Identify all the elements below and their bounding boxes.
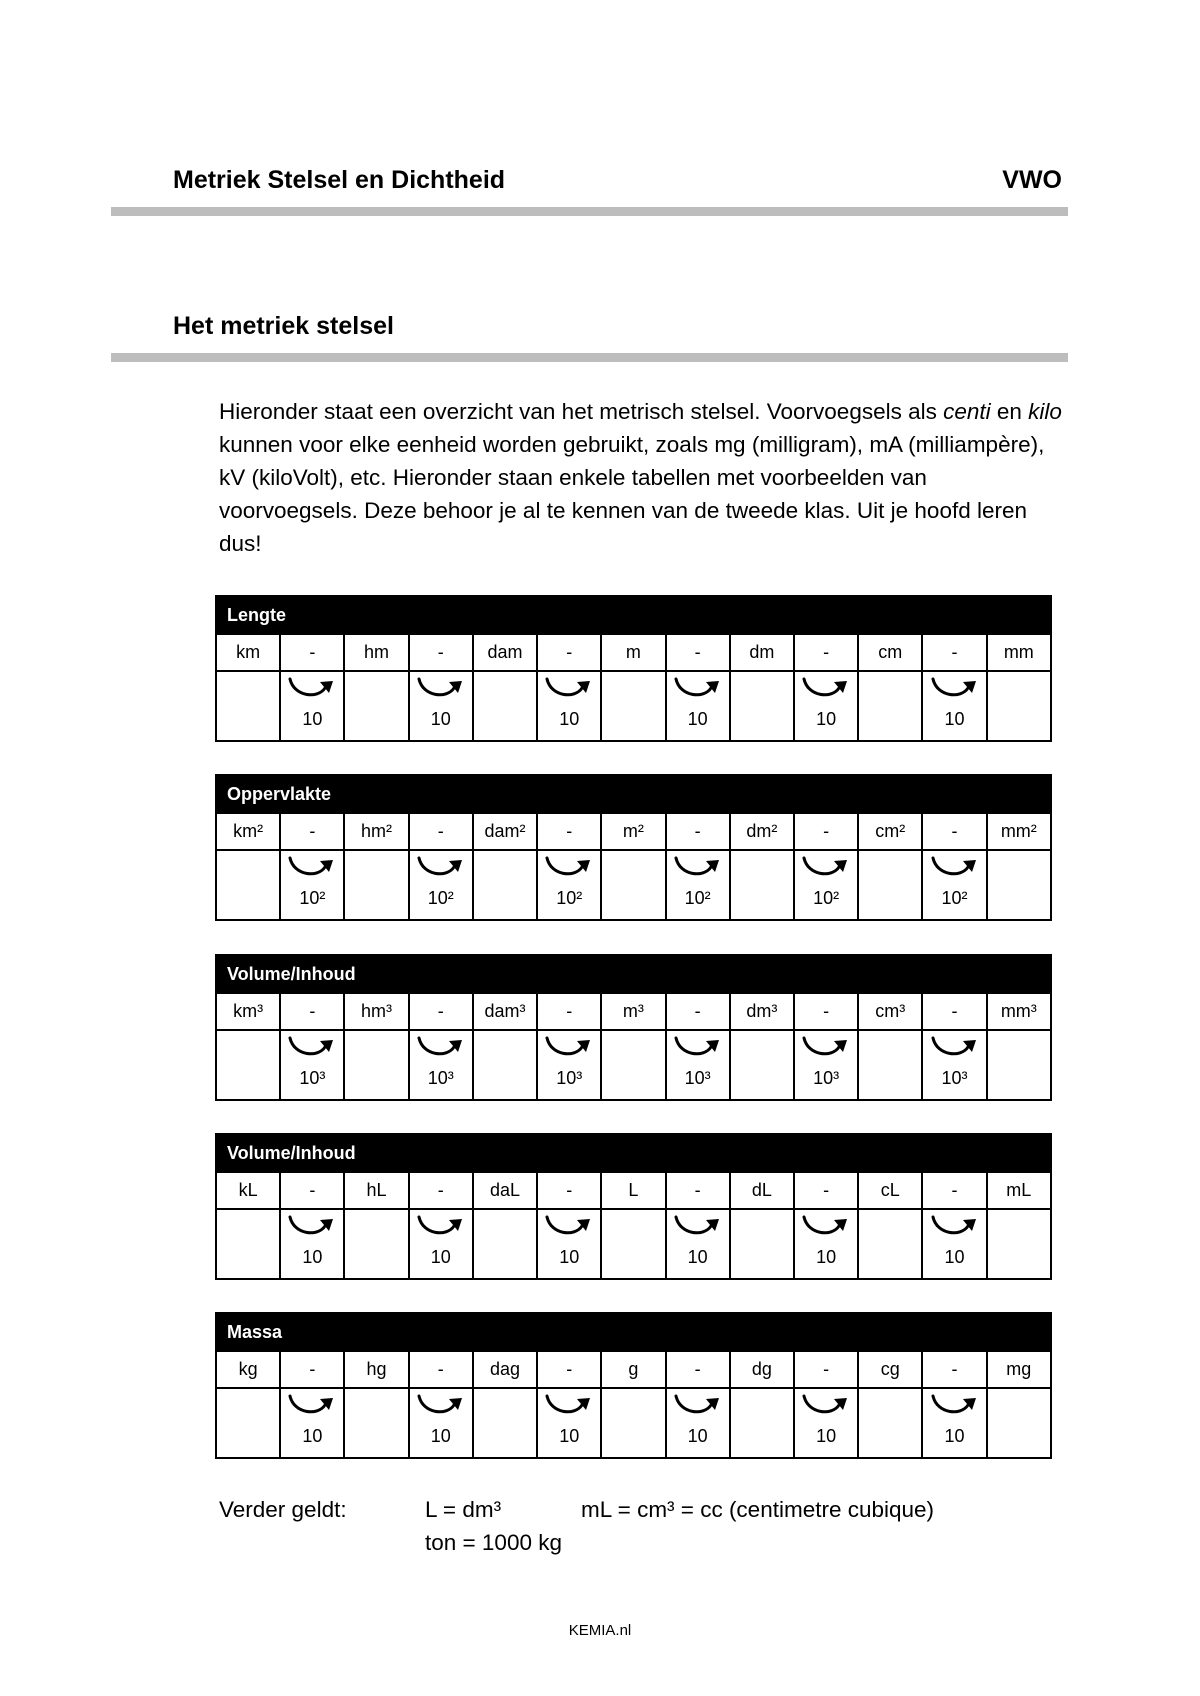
- separator-cell: -: [666, 813, 730, 850]
- conversion-cell: [666, 1030, 730, 1100]
- empty-cell: [216, 850, 280, 920]
- unit-cell: dam: [473, 634, 537, 671]
- conversion-factor: 10²: [813, 888, 840, 908]
- conversion-cell: [280, 1209, 344, 1279]
- conversion-cell: [666, 850, 730, 920]
- conversion-factor: 10: [687, 1426, 708, 1446]
- empty-cell: [858, 850, 922, 920]
- intro-text-2: en: [990, 399, 1029, 424]
- conversion-cell: [409, 1388, 473, 1458]
- curved-arrow-icon: [544, 1214, 594, 1240]
- conversion-factor: 10²: [684, 888, 711, 908]
- empty-cell: [858, 1388, 922, 1458]
- separator-cell: -: [794, 1351, 858, 1388]
- curved-arrow-icon: [673, 1035, 723, 1061]
- empty-cell: [216, 1388, 280, 1458]
- unit-cell: cm: [858, 634, 922, 671]
- extra-label: Verder geldt:: [219, 1497, 347, 1522]
- conversion-row: [216, 850, 1051, 920]
- unit-cell: hm³: [344, 993, 408, 1030]
- conversion-cell: [409, 850, 473, 920]
- separator-cell: -: [537, 1351, 601, 1388]
- separator-cell: -: [409, 813, 473, 850]
- empty-cell: [473, 671, 537, 741]
- unit-cell: dL: [730, 1172, 794, 1209]
- separator-cell: -: [666, 993, 730, 1030]
- empty-cell: [730, 1030, 794, 1100]
- separator-cell: -: [922, 813, 986, 850]
- conversion-factor: 10: [816, 709, 837, 729]
- curved-arrow-icon: [930, 1035, 980, 1061]
- empty-cell: [473, 1030, 537, 1100]
- curved-arrow-icon: [416, 1393, 466, 1419]
- conversion-step: [410, 1389, 472, 1447]
- unit-cell: mg: [987, 1351, 1051, 1388]
- unit-cell: km: [216, 634, 280, 671]
- empty-cell: [987, 850, 1051, 920]
- unit-table: [215, 1133, 1052, 1280]
- relation-ton: ton = 1000 kg: [425, 1530, 562, 1555]
- conversion-step: [667, 1210, 729, 1268]
- curved-arrow-icon: [416, 1035, 466, 1061]
- conversion-cell: [922, 1209, 986, 1279]
- conversion-step: [795, 672, 857, 730]
- unit-cell: kg: [216, 1351, 280, 1388]
- conversion-factor: 10³: [684, 1068, 711, 1088]
- unit-cell: dag: [473, 1351, 537, 1388]
- conversion-cell: [409, 1209, 473, 1279]
- conversion-cell: [409, 671, 473, 741]
- unit-cell: hm²: [344, 813, 408, 850]
- curved-arrow-icon: [287, 1035, 337, 1061]
- conversion-step: [667, 1031, 729, 1089]
- conversion-factor: 10³: [813, 1068, 840, 1088]
- conversion-factor: 10: [559, 709, 580, 729]
- conversion-step: [538, 1031, 600, 1089]
- curved-arrow-icon: [544, 855, 594, 881]
- table-title: Massa: [216, 1313, 1051, 1351]
- conversion-factor: 10: [302, 1426, 323, 1446]
- conversion-row: [216, 1209, 1051, 1279]
- conversion-factor: 10: [559, 1247, 580, 1267]
- intro-text-3: kunnen voor elke eenheid worden gebruikt, zoals mg (milligram), mA (milliampère), kV (kiloVolt), etc. Hieronder staan enkele tabellen met voorbeelden van voorvoegsels. Deze behoor je al te kennen van de tweede klas. Uit je hoofd leren dus!: [219, 432, 1045, 556]
- separator-cell: -: [922, 993, 986, 1030]
- curved-arrow-icon: [801, 855, 851, 881]
- empty-cell: [730, 850, 794, 920]
- conversion-step: [795, 851, 857, 909]
- conversion-step: [281, 1210, 343, 1268]
- curved-arrow-icon: [287, 676, 337, 702]
- curved-arrow-icon: [544, 676, 594, 702]
- conversion-factor: 10: [816, 1247, 837, 1267]
- empty-cell: [216, 671, 280, 741]
- conversion-step: [281, 672, 343, 730]
- header-rule: [111, 207, 1068, 216]
- conversion-factor: 10²: [299, 888, 326, 908]
- unit-cell: cm³: [858, 993, 922, 1030]
- conversion-step: [410, 672, 472, 730]
- conversion-cell: [280, 1030, 344, 1100]
- curved-arrow-icon: [416, 1214, 466, 1240]
- conversion-cell: [794, 1388, 858, 1458]
- conversion-step: [795, 1210, 857, 1268]
- unit-table: [215, 774, 1052, 921]
- conversion-factor: 10: [430, 709, 451, 729]
- separator-cell: -: [666, 1351, 730, 1388]
- empty-cell: [473, 1209, 537, 1279]
- conversion-step: [281, 1389, 343, 1447]
- unit-cell: L: [601, 1172, 665, 1209]
- curved-arrow-icon: [801, 1035, 851, 1061]
- curved-arrow-icon: [544, 1035, 594, 1061]
- conversion-factor: 10: [944, 1426, 965, 1446]
- curved-arrow-icon: [544, 1393, 594, 1419]
- separator-cell: -: [280, 1351, 344, 1388]
- separator-cell: -: [666, 1172, 730, 1209]
- unit-row: [216, 813, 1051, 850]
- section-title: Het metriek stelsel: [173, 312, 394, 340]
- unit-table: [215, 1312, 1052, 1459]
- conversion-step: [923, 851, 985, 909]
- section-rule: [111, 353, 1068, 362]
- curved-arrow-icon: [416, 676, 466, 702]
- empty-cell: [473, 1388, 537, 1458]
- unit-cell: cg: [858, 1351, 922, 1388]
- unit-row: [216, 993, 1051, 1030]
- unit-cell: dam³: [473, 993, 537, 1030]
- empty-cell: [344, 1209, 408, 1279]
- separator-cell: -: [409, 993, 473, 1030]
- empty-cell: [858, 1030, 922, 1100]
- curved-arrow-icon: [673, 855, 723, 881]
- empty-cell: [601, 850, 665, 920]
- table-title: Volume/Inhoud: [216, 1134, 1051, 1172]
- separator-cell: -: [409, 1351, 473, 1388]
- conversion-cell: [409, 1030, 473, 1100]
- separator-cell: -: [537, 993, 601, 1030]
- separator-cell: -: [794, 1172, 858, 1209]
- curved-arrow-icon: [801, 1393, 851, 1419]
- conversion-cell: [537, 1209, 601, 1279]
- conversion-factor: 10: [302, 1247, 323, 1267]
- unit-cell: mm³: [987, 993, 1051, 1030]
- section-header: [111, 312, 1068, 362]
- conversion-step: [410, 1210, 472, 1268]
- conversion-step: [923, 1389, 985, 1447]
- conversion-factor: 10: [559, 1426, 580, 1446]
- conversion-cell: [537, 1030, 601, 1100]
- separator-cell: -: [280, 1172, 344, 1209]
- unit-cell: cL: [858, 1172, 922, 1209]
- document-title: Metriek Stelsel en Dichtheid: [173, 166, 506, 194]
- separator-cell: -: [922, 1351, 986, 1388]
- empty-cell: [216, 1030, 280, 1100]
- unit-cell: daL: [473, 1172, 537, 1209]
- intro-em-kilo: kilo: [1028, 399, 1062, 424]
- conversion-cell: [537, 850, 601, 920]
- unit-cell: dm²: [730, 813, 794, 850]
- empty-cell: [344, 671, 408, 741]
- unit-cell: mm²: [987, 813, 1051, 850]
- conversion-step: [923, 1031, 985, 1089]
- conversion-cell: [666, 1388, 730, 1458]
- unit-table: [215, 595, 1052, 742]
- conversion-row: [216, 671, 1051, 741]
- empty-cell: [730, 1209, 794, 1279]
- level-label: VWO: [1002, 166, 1062, 194]
- conversion-step: [667, 672, 729, 730]
- empty-cell: [344, 1030, 408, 1100]
- conversion-factor: 10: [944, 709, 965, 729]
- empty-cell: [473, 850, 537, 920]
- conversion-factor: 10³: [299, 1068, 326, 1088]
- curved-arrow-icon: [673, 676, 723, 702]
- conversion-cell: [280, 850, 344, 920]
- unit-cell: dm³: [730, 993, 794, 1030]
- conversion-factor: 10³: [427, 1068, 454, 1088]
- unit-cell: hm: [344, 634, 408, 671]
- conversion-cell: [666, 671, 730, 741]
- conversion-step: [667, 1389, 729, 1447]
- conversion-step: [538, 672, 600, 730]
- curved-arrow-icon: [287, 855, 337, 881]
- conversion-factor: 10: [430, 1247, 451, 1267]
- unit-cell: mm: [987, 634, 1051, 671]
- unit-cell: m²: [601, 813, 665, 850]
- conversion-step: [923, 1210, 985, 1268]
- curved-arrow-icon: [801, 676, 851, 702]
- curved-arrow-icon: [287, 1393, 337, 1419]
- empty-cell: [858, 671, 922, 741]
- conversion-factor: 10: [687, 709, 708, 729]
- table-title: Oppervlakte: [216, 775, 1051, 813]
- curved-arrow-icon: [287, 1214, 337, 1240]
- conversion-row: [216, 1388, 1051, 1458]
- unit-cell: dm: [730, 634, 794, 671]
- conversion-cell: [280, 1388, 344, 1458]
- empty-cell: [344, 1388, 408, 1458]
- curved-arrow-icon: [416, 855, 466, 881]
- conversion-factor: 10³: [556, 1068, 583, 1088]
- conversion-factor: 10: [816, 1426, 837, 1446]
- unit-cell: dam²: [473, 813, 537, 850]
- unit-row: [216, 634, 1051, 671]
- unit-cell: km²: [216, 813, 280, 850]
- separator-cell: -: [922, 634, 986, 671]
- unit-cell: m³: [601, 993, 665, 1030]
- unit-cell: m: [601, 634, 665, 671]
- page-header: [111, 166, 1068, 216]
- conversion-step: [538, 851, 600, 909]
- separator-cell: -: [537, 634, 601, 671]
- conversion-cell: [537, 1388, 601, 1458]
- separator-cell: -: [794, 634, 858, 671]
- conversion-step: [281, 851, 343, 909]
- empty-cell: [987, 1388, 1051, 1458]
- empty-cell: [216, 1209, 280, 1279]
- unit-cell: kL: [216, 1172, 280, 1209]
- curved-arrow-icon: [930, 855, 980, 881]
- relation-milliliter: mL = cm³ = cc (centimetre cubique): [581, 1497, 935, 1522]
- conversion-step: [410, 851, 472, 909]
- separator-cell: -: [922, 1172, 986, 1209]
- empty-cell: [344, 850, 408, 920]
- unit-row: [216, 1172, 1051, 1209]
- conversion-factor: 10²: [556, 888, 583, 908]
- conversion-cell: [922, 1030, 986, 1100]
- unit-cell: hL: [344, 1172, 408, 1209]
- separator-cell: -: [280, 993, 344, 1030]
- conversion-factor: 10²: [941, 888, 968, 908]
- empty-cell: [858, 1209, 922, 1279]
- intro-paragraph: [219, 395, 1069, 560]
- conversion-cell: [922, 671, 986, 741]
- separator-cell: -: [666, 634, 730, 671]
- conversion-step: [667, 851, 729, 909]
- empty-cell: [730, 671, 794, 741]
- conversion-cell: [794, 1030, 858, 1100]
- conversion-step: [795, 1031, 857, 1089]
- conversion-factor: 10: [944, 1247, 965, 1267]
- relation-liter: L = dm³: [425, 1497, 502, 1522]
- conversion-cell: [922, 850, 986, 920]
- separator-cell: -: [409, 1172, 473, 1209]
- conversion-cell: [794, 1209, 858, 1279]
- unit-cell: g: [601, 1351, 665, 1388]
- curved-arrow-icon: [930, 676, 980, 702]
- conversion-cell: [666, 1209, 730, 1279]
- separator-cell: -: [409, 634, 473, 671]
- conversion-step: [795, 1389, 857, 1447]
- empty-cell: [601, 1209, 665, 1279]
- empty-cell: [601, 1388, 665, 1458]
- conversion-cell: [794, 850, 858, 920]
- empty-cell: [601, 671, 665, 741]
- separator-cell: -: [794, 813, 858, 850]
- conversion-step: [410, 1031, 472, 1089]
- separator-cell: -: [537, 1172, 601, 1209]
- separator-cell: -: [537, 813, 601, 850]
- unit-table: [215, 954, 1052, 1101]
- unit-cell: km³: [216, 993, 280, 1030]
- conversion-factor: 10³: [941, 1068, 968, 1088]
- curved-arrow-icon: [930, 1214, 980, 1240]
- separator-cell: -: [794, 993, 858, 1030]
- empty-cell: [601, 1030, 665, 1100]
- conversion-cell: [922, 1388, 986, 1458]
- intro-text-1: Hieronder staat een overzicht van het metrisch stelsel. Voorvoegsels als: [219, 399, 944, 424]
- unit-cell: hg: [344, 1351, 408, 1388]
- conversion-factor: 10: [302, 709, 323, 729]
- conversion-step: [923, 672, 985, 730]
- conversion-row: [216, 1030, 1051, 1100]
- conversion-factor: 10: [430, 1426, 451, 1446]
- conversion-cell: [537, 671, 601, 741]
- empty-cell: [987, 1030, 1051, 1100]
- separator-cell: -: [280, 634, 344, 671]
- conversion-factor: 10: [687, 1247, 708, 1267]
- empty-cell: [987, 671, 1051, 741]
- conversion-cell: [794, 671, 858, 741]
- unit-cell: mL: [987, 1172, 1051, 1209]
- curved-arrow-icon: [673, 1214, 723, 1240]
- empty-cell: [987, 1209, 1051, 1279]
- conversion-factor: 10²: [427, 888, 454, 908]
- footer-text: KEMIA.nl: [568, 1622, 632, 1639]
- conversion-step: [538, 1210, 600, 1268]
- conversion-step: [538, 1389, 600, 1447]
- unit-row: [216, 1351, 1051, 1388]
- unit-cell: cm²: [858, 813, 922, 850]
- unit-cell: dg: [730, 1351, 794, 1388]
- conversion-cell: [280, 671, 344, 741]
- intro-em-centi: centi: [943, 399, 991, 424]
- empty-cell: [730, 1388, 794, 1458]
- curved-arrow-icon: [801, 1214, 851, 1240]
- separator-cell: -: [280, 813, 344, 850]
- curved-arrow-icon: [673, 1393, 723, 1419]
- table-title: Volume/Inhoud: [216, 955, 1051, 993]
- conversion-step: [281, 1031, 343, 1089]
- curved-arrow-icon: [930, 1393, 980, 1419]
- table-title: Lengte: [216, 596, 1051, 634]
